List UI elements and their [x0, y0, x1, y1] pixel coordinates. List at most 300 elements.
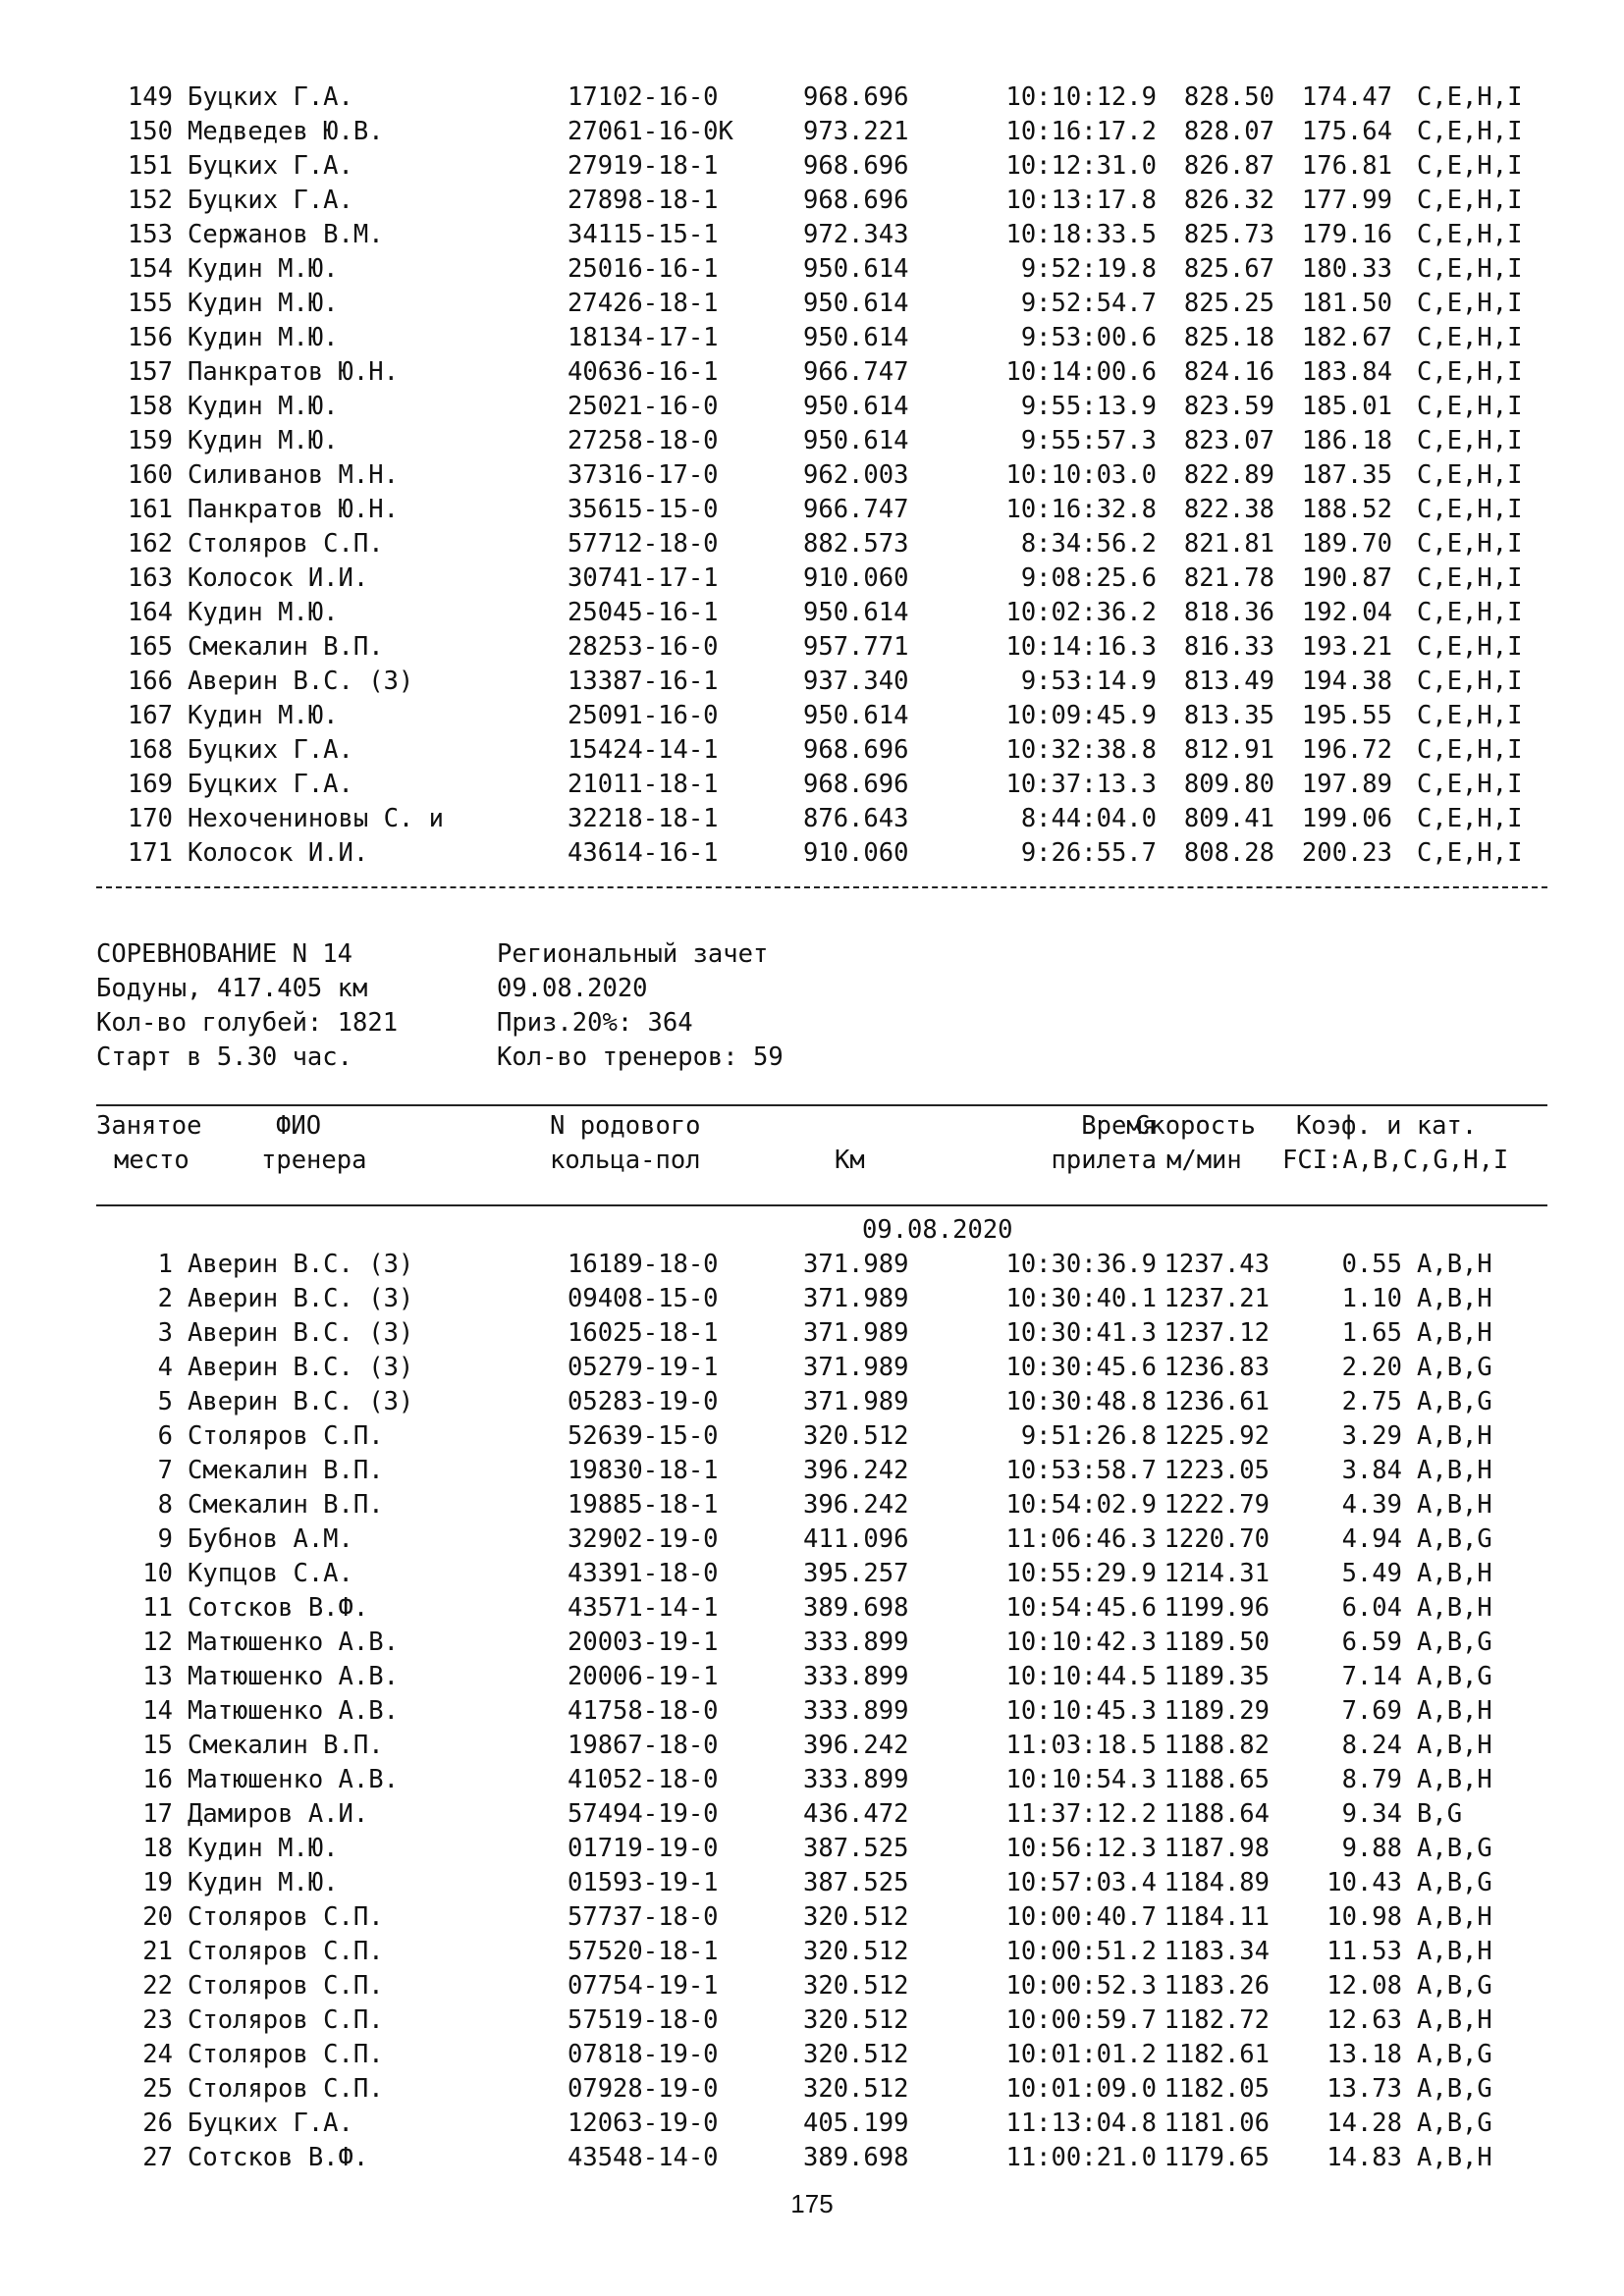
distance-cell: 972.343 — [803, 220, 909, 249]
category-cell: C,E,H,I — [1417, 598, 1523, 627]
trainer-cell: Столяров С.П. — [188, 529, 384, 559]
place-cell: 157 — [127, 357, 173, 387]
ring-cell: 34115-15-1 — [568, 220, 719, 249]
trainer-cell: Буцких Г.А. — [188, 151, 353, 181]
header-ring-2: кольца-пол — [550, 1146, 701, 1175]
ring-cell: 19867-18-0 — [568, 1731, 719, 1760]
ring-cell: 19830-18-1 — [568, 1456, 719, 1485]
ring-cell: 07754-19-1 — [568, 1971, 719, 2001]
coef-cell: 14.83 — [1326, 2143, 1402, 2172]
arrival-time-cell: 10:10:12.9 — [1005, 82, 1157, 112]
distance-cell: 950.614 — [803, 426, 909, 455]
category-cell: C,E,H,I — [1417, 82, 1523, 112]
trainer-cell: Нехочениновы С. и — [188, 804, 444, 833]
coef-cell: 193.21 — [1301, 632, 1392, 662]
speed-cell: 1182.72 — [1164, 2005, 1270, 2035]
speed-cell: 1182.05 — [1164, 2074, 1270, 2104]
ring-cell: 27426-18-1 — [568, 289, 719, 318]
coef-cell: 9.34 — [1341, 1799, 1402, 1829]
coef-cell: 196.72 — [1301, 735, 1392, 765]
ring-cell: 35615-15-0 — [568, 495, 719, 524]
category-cell: C,E,H,I — [1417, 667, 1523, 696]
place-cell: 14 — [142, 1696, 173, 1726]
coef-cell: 179.16 — [1301, 220, 1392, 249]
place-cell: 25 — [142, 2074, 173, 2104]
trainer-cell: Матюшенко А.В. — [188, 1662, 399, 1691]
trainer-cell: Кудин М.Ю. — [188, 392, 339, 421]
trainer-cell: Силиванов М.Н. — [188, 460, 399, 490]
speed-cell: 1184.89 — [1164, 1868, 1270, 1897]
category-cell: A,B,G — [1417, 2040, 1492, 2069]
place-cell: 19 — [142, 1868, 173, 1897]
coef-cell: 182.67 — [1301, 323, 1392, 352]
speed-cell: 1189.29 — [1164, 1696, 1270, 1726]
category-cell: A,B,H — [1417, 1937, 1492, 1966]
arrival-time-cell: 9:26:55.7 — [1020, 838, 1157, 868]
pigeon-count: Кол-во голубей: 1821 — [96, 1008, 399, 1038]
arrival-time-cell: 11:03:18.5 — [1005, 1731, 1157, 1760]
speed-cell: 821.81 — [1183, 529, 1274, 559]
release-point: Бодуны, 417.405 км — [96, 974, 368, 1003]
speed-cell: 1179.65 — [1164, 2143, 1270, 2172]
coef-cell: 12.63 — [1326, 2005, 1402, 2035]
speed-cell: 825.73 — [1183, 220, 1274, 249]
ring-cell: 32218-18-1 — [568, 804, 719, 833]
arrival-time-cell: 10:53:58.7 — [1005, 1456, 1157, 1485]
header-line-2 — [96, 1144, 1509, 1178]
arrival-time-cell: 9:55:57.3 — [1020, 426, 1157, 455]
ring-cell: 43548-14-0 — [568, 2143, 719, 2172]
distance-cell: 371.989 — [803, 1284, 909, 1313]
distance-cell: 333.899 — [803, 1765, 909, 1794]
arrival-time-cell: 10:09:45.9 — [1005, 701, 1157, 730]
trainer-cell: Бубнов А.М. — [188, 1524, 353, 1554]
distance-cell: 968.696 — [803, 770, 909, 799]
trainer-cell: Сотсков В.Ф. — [188, 2143, 369, 2172]
category-cell: C,E,H,I — [1417, 632, 1523, 662]
header-place-2: место — [114, 1146, 189, 1175]
coef-cell: 192.04 — [1301, 598, 1392, 627]
ring-cell: 07818-19-0 — [568, 2040, 719, 2069]
coef-cell: 185.01 — [1301, 392, 1392, 421]
distance-cell: 396.242 — [803, 1456, 909, 1485]
speed-cell: 824.16 — [1183, 357, 1274, 387]
header-speed-2: м/мин — [1166, 1146, 1242, 1175]
ring-cell: 43571-14-1 — [568, 1593, 719, 1623]
category-cell: A,B,H — [1417, 1318, 1492, 1348]
arrival-time-cell: 9:52:19.8 — [1020, 254, 1157, 284]
trainer-cell: Столяров С.П. — [188, 1971, 384, 2001]
distance-cell: 320.512 — [803, 2005, 909, 2035]
speed-cell: 1237.43 — [1164, 1250, 1270, 1279]
trainer-cell: Дамиров А.И. — [188, 1799, 369, 1829]
category-cell: A,B,G — [1417, 2109, 1492, 2138]
arrival-time-cell: 10:01:09.0 — [1005, 2074, 1157, 2104]
ring-cell: 12063-19-0 — [568, 2109, 719, 2138]
speed-cell: 1189.50 — [1164, 1628, 1270, 1657]
competition-scope: Региональный зачет — [497, 939, 769, 969]
ring-cell: 43391-18-0 — [568, 1559, 719, 1588]
place-cell: 7 — [157, 1456, 173, 1485]
header-ring: N родового — [550, 1111, 701, 1141]
category-cell: A,B,G — [1417, 1628, 1492, 1657]
speed-cell: 1183.34 — [1164, 1937, 1270, 1966]
category-cell: A,B,H — [1417, 1593, 1492, 1623]
trainer-cell: Буцких Г.А. — [188, 2109, 353, 2138]
speed-cell: 809.41 — [1183, 804, 1274, 833]
place-cell: 163 — [127, 563, 173, 593]
place-cell: 155 — [127, 289, 173, 318]
speed-cell: 822.89 — [1183, 460, 1274, 490]
trainer-cell: Кудин М.Ю. — [188, 701, 339, 730]
category-cell: C,E,H,I — [1417, 323, 1523, 352]
speed-cell: 1236.61 — [1164, 1387, 1270, 1416]
category-cell: A,B,G — [1417, 1524, 1492, 1554]
coef-cell: 2.75 — [1341, 1387, 1402, 1416]
distance-cell: 387.525 — [803, 1868, 909, 1897]
coef-cell: 2.20 — [1341, 1353, 1402, 1382]
header-km: Км — [835, 1146, 865, 1175]
coef-cell: 180.33 — [1301, 254, 1392, 284]
arrival-time-cell: 9:53:14.9 — [1020, 667, 1157, 696]
arrival-time-cell: 10:55:29.9 — [1005, 1559, 1157, 1588]
arrival-time-cell: 10:00:51.2 — [1005, 1937, 1157, 1966]
header-speed: Скорость — [1135, 1111, 1256, 1141]
distance-cell: 395.257 — [803, 1559, 909, 1588]
ring-cell: 30741-17-1 — [568, 563, 719, 593]
speed-cell: 1183.26 — [1164, 1971, 1270, 2001]
coef-cell: 6.04 — [1341, 1593, 1402, 1623]
trainer-cell: Матюшенко А.В. — [188, 1628, 399, 1657]
ring-cell: 37316-17-0 — [568, 460, 719, 490]
ring-cell: 25091-16-0 — [568, 701, 719, 730]
coef-cell: 177.99 — [1301, 186, 1392, 215]
ring-cell: 57520-18-1 — [568, 1937, 719, 1966]
trainer-cell: Буцких Г.А. — [188, 186, 353, 215]
arrival-time-cell: 9:55:13.9 — [1020, 392, 1157, 421]
prize-count: Приз.20%: 364 — [497, 1008, 693, 1038]
speed-cell: 825.25 — [1183, 289, 1274, 318]
coef-cell: 5.49 — [1341, 1559, 1402, 1588]
place-cell: 20 — [142, 1902, 173, 1932]
speed-cell: 809.80 — [1183, 770, 1274, 799]
place-cell: 15 — [142, 1731, 173, 1760]
place-cell: 22 — [142, 1971, 173, 2001]
competition-line-4 — [96, 1041, 784, 1075]
trainer-cell: Столяров С.П. — [188, 2074, 384, 2104]
dashed-separator — [96, 886, 1547, 888]
trainer-cell: Колосок И.И. — [188, 563, 369, 593]
distance-cell: 968.696 — [803, 82, 909, 112]
place-cell: 3 — [157, 1318, 173, 1348]
trainer-cell: Столяров С.П. — [188, 2005, 384, 2035]
ring-cell: 27919-18-1 — [568, 151, 719, 181]
speed-cell: 1225.92 — [1164, 1421, 1270, 1451]
header-time-2: прилета — [1051, 1146, 1157, 1175]
distance-cell: 371.989 — [803, 1387, 909, 1416]
distance-cell: 320.512 — [803, 1971, 909, 2001]
trainer-cell: Смекалин В.П. — [188, 632, 384, 662]
category-cell: A,B,H — [1417, 2005, 1492, 2035]
ring-cell: 09408-15-0 — [568, 1284, 719, 1313]
header-coef: Коэф. и кат. — [1296, 1111, 1478, 1141]
distance-cell: 968.696 — [803, 735, 909, 765]
trainer-cell: Столяров С.П. — [188, 1421, 384, 1451]
distance-cell: 320.512 — [803, 1421, 909, 1451]
arrival-time-cell: 10:54:45.6 — [1005, 1593, 1157, 1623]
coef-cell: 200.23 — [1301, 838, 1392, 868]
ring-cell: 16025-18-1 — [568, 1318, 719, 1348]
coef-cell: 7.14 — [1341, 1662, 1402, 1691]
speed-cell: 826.32 — [1183, 186, 1274, 215]
coef-cell: 8.24 — [1341, 1731, 1402, 1760]
coef-cell: 7.69 — [1341, 1696, 1402, 1726]
category-cell: A,B,H — [1417, 1696, 1492, 1726]
place-cell: 9 — [157, 1524, 173, 1554]
speed-cell: 1182.61 — [1164, 2040, 1270, 2069]
place-cell: 16 — [142, 1765, 173, 1794]
place-cell: 5 — [157, 1387, 173, 1416]
place-cell: 165 — [127, 632, 173, 662]
coef-cell: 176.81 — [1301, 151, 1392, 181]
category-cell: A,B,G — [1417, 1387, 1492, 1416]
speed-cell: 813.35 — [1183, 701, 1274, 730]
ring-cell: 57494-19-0 — [568, 1799, 719, 1829]
speed-cell: 1189.35 — [1164, 1662, 1270, 1691]
distance-cell: 957.771 — [803, 632, 909, 662]
arrival-time-cell: 10:14:16.3 — [1005, 632, 1157, 662]
place-cell: 160 — [127, 460, 173, 490]
category-cell: A,B,H — [1417, 1731, 1492, 1760]
distance-cell: 333.899 — [803, 1662, 909, 1691]
coef-cell: 1.10 — [1341, 1284, 1402, 1313]
ring-cell: 57737-18-0 — [568, 1902, 719, 1932]
category-cell: C,E,H,I — [1417, 701, 1523, 730]
trainer-cell: Матюшенко А.В. — [188, 1765, 399, 1794]
distance-cell: 950.614 — [803, 254, 909, 284]
speed-cell: 1181.06 — [1164, 2109, 1270, 2138]
arrival-time-cell: 10:13:17.8 — [1005, 186, 1157, 215]
coef-cell: 194.38 — [1301, 667, 1392, 696]
header-place: Занятое — [96, 1111, 202, 1141]
ring-cell: 01719-19-0 — [568, 1834, 719, 1863]
speed-cell: 813.49 — [1183, 667, 1274, 696]
coef-cell: 3.29 — [1341, 1421, 1402, 1451]
speed-cell: 1184.11 — [1164, 1902, 1270, 1932]
distance-cell: 320.512 — [803, 2040, 909, 2069]
category-cell: A,B,H — [1417, 1421, 1492, 1451]
category-cell: C,E,H,I — [1417, 426, 1523, 455]
distance-cell: 389.698 — [803, 1593, 909, 1623]
place-cell: 27 — [142, 2143, 173, 2172]
coef-cell: 4.94 — [1341, 1524, 1402, 1554]
trainer-cell: Матюшенко А.В. — [188, 1696, 399, 1726]
speed-cell: 823.59 — [1183, 392, 1274, 421]
header-time: Время — [1081, 1111, 1157, 1141]
start-time: Старт в 5.30 час. — [96, 1042, 352, 1072]
coef-cell: 189.70 — [1301, 529, 1392, 559]
place-cell: 156 — [127, 323, 173, 352]
place-cell: 23 — [142, 2005, 173, 2035]
ring-cell: 21011-18-1 — [568, 770, 719, 799]
coef-cell: 183.84 — [1301, 357, 1392, 387]
category-cell: C,E,H,I — [1417, 151, 1523, 181]
place-cell: 171 — [127, 838, 173, 868]
place-cell: 12 — [142, 1628, 173, 1657]
competition-line-1 — [96, 937, 769, 972]
category-cell: C,E,H,I — [1417, 529, 1523, 559]
competition-number: СОРЕВНОВАНИЕ N 14 — [96, 939, 352, 969]
ring-cell: 07928-19-0 — [568, 2074, 719, 2104]
coef-cell: 4.39 — [1341, 1490, 1402, 1520]
trainer-cell: Кудин М.Ю. — [188, 289, 339, 318]
ring-cell: 20003-19-1 — [568, 1628, 719, 1657]
coef-cell: 12.08 — [1326, 1971, 1402, 2001]
distance-cell: 320.512 — [803, 2074, 909, 2104]
arrival-time-cell: 10:10:42.3 — [1005, 1628, 1157, 1657]
ring-cell: 27898-18-1 — [568, 186, 719, 215]
coef-cell: 11.53 — [1326, 1937, 1402, 1966]
trainer-cell: Кудин М.Ю. — [188, 426, 339, 455]
category-cell: C,E,H,I — [1417, 804, 1523, 833]
category-cell: A,B,G — [1417, 2074, 1492, 2104]
coef-cell: 195.55 — [1301, 701, 1392, 730]
arrival-time-cell: 9:52:54.7 — [1020, 289, 1157, 318]
category-cell: A,B,H — [1417, 1902, 1492, 1932]
place-cell: 154 — [127, 254, 173, 284]
category-cell: A,B,H — [1417, 1456, 1492, 1485]
ring-cell: 20006-19-1 — [568, 1662, 719, 1691]
arrival-time-cell: 10:10:54.3 — [1005, 1765, 1157, 1794]
arrival-time-cell: 10:00:40.7 — [1005, 1902, 1157, 1932]
place-cell: 167 — [127, 701, 173, 730]
coef-cell: 175.64 — [1301, 117, 1392, 146]
arrival-time-cell: 10:14:00.6 — [1005, 357, 1157, 387]
distance-cell: 950.614 — [803, 392, 909, 421]
category-cell: C,E,H,I — [1417, 117, 1523, 146]
arrival-time-cell: 11:37:12.2 — [1005, 1799, 1157, 1829]
trainer-cell: Кудин М.Ю. — [188, 598, 339, 627]
date-label: 09.08.2020 — [862, 1215, 1013, 1245]
place-cell: 17 — [142, 1799, 173, 1829]
place-cell: 151 — [127, 151, 173, 181]
coef-cell: 190.87 — [1301, 563, 1392, 593]
category-cell: C,E,H,I — [1417, 220, 1523, 249]
ring-cell: 15424-14-1 — [568, 735, 719, 765]
ring-cell: 57519-18-0 — [568, 2005, 719, 2035]
distance-cell: 387.525 — [803, 1834, 909, 1863]
arrival-time-cell: 10:01:01.2 — [1005, 2040, 1157, 2069]
arrival-time-cell: 10:00:59.7 — [1005, 2005, 1157, 2035]
trainer-cell: Столяров С.П. — [188, 2040, 384, 2069]
speed-cell: 1188.65 — [1164, 1765, 1270, 1794]
trainer-count: Кол-во тренеров: 59 — [497, 1042, 784, 1072]
coef-cell: 13.73 — [1326, 2074, 1402, 2104]
arrival-time-cell: 10:16:32.8 — [1005, 495, 1157, 524]
arrival-time-cell: 10:30:40.1 — [1005, 1284, 1157, 1313]
category-cell: A,B,H — [1417, 1765, 1492, 1794]
place-cell: 6 — [157, 1421, 173, 1451]
category-cell: C,E,H,I — [1417, 838, 1523, 868]
competition-date: 09.08.2020 — [497, 974, 648, 1003]
speed-cell: 808.28 — [1183, 838, 1274, 868]
ring-cell: 25016-16-1 — [568, 254, 719, 284]
distance-cell: 436.472 — [803, 1799, 909, 1829]
trainer-cell: Столяров С.П. — [188, 1937, 384, 1966]
arrival-time-cell: 10:54:02.9 — [1005, 1490, 1157, 1520]
date-line — [96, 1213, 1013, 1248]
distance-cell: 396.242 — [803, 1731, 909, 1760]
speed-cell: 1222.79 — [1164, 1490, 1270, 1520]
arrival-time-cell: 11:13:04.8 — [1005, 2109, 1157, 2138]
speed-cell: 1237.21 — [1164, 1284, 1270, 1313]
coef-cell: 197.89 — [1301, 770, 1392, 799]
category-cell: A,B,G — [1417, 1971, 1492, 2001]
arrival-time-cell: 10:32:38.8 — [1005, 735, 1157, 765]
place-cell: 162 — [127, 529, 173, 559]
distance-cell: 371.989 — [803, 1353, 909, 1382]
speed-cell: 1188.82 — [1164, 1731, 1270, 1760]
distance-cell: 396.242 — [803, 1490, 909, 1520]
arrival-time-cell: 10:00:52.3 — [1005, 1971, 1157, 2001]
speed-cell: 826.87 — [1183, 151, 1274, 181]
speed-cell: 821.78 — [1183, 563, 1274, 593]
speed-cell: 825.67 — [1183, 254, 1274, 284]
category-cell: C,E,H,I — [1417, 392, 1523, 421]
place-cell: 13 — [142, 1662, 173, 1691]
arrival-time-cell: 11:00:21.0 — [1005, 2143, 1157, 2172]
ring-cell: 25045-16-1 — [568, 598, 719, 627]
distance-cell: 411.096 — [803, 1524, 909, 1554]
distance-cell: 405.199 — [803, 2109, 909, 2138]
header-line-1 — [96, 1109, 1478, 1144]
distance-cell: 973.221 — [803, 117, 909, 146]
distance-cell: 968.696 — [803, 151, 909, 181]
trainer-cell: Панкратов Ю.Н. — [188, 495, 399, 524]
ring-cell: 41758-18-0 — [568, 1696, 719, 1726]
speed-cell: 1223.05 — [1164, 1456, 1270, 1485]
coef-cell: 3.84 — [1341, 1456, 1402, 1485]
place-cell: 166 — [127, 667, 173, 696]
category-cell: C,E,H,I — [1417, 770, 1523, 799]
arrival-time-cell: 9:53:00.6 — [1020, 323, 1157, 352]
arrival-time-cell: 10:18:33.5 — [1005, 220, 1157, 249]
trainer-cell: Аверин В.С. (З) — [188, 667, 414, 696]
trainer-cell: Колосок И.И. — [188, 838, 369, 868]
trainer-cell: Панкратов Ю.Н. — [188, 357, 399, 387]
ring-cell: 16189-18-0 — [568, 1250, 719, 1279]
place-cell: 2 — [157, 1284, 173, 1313]
trainer-cell: Аверин В.С. (З) — [188, 1250, 414, 1279]
distance-cell: 320.512 — [803, 1902, 909, 1932]
arrival-time-cell: 10:12:31.0 — [1005, 151, 1157, 181]
ring-cell: 28253-16-0 — [568, 632, 719, 662]
arrival-time-cell: 10:16:17.2 — [1005, 117, 1157, 146]
category-cell: A,B,H — [1417, 2143, 1492, 2172]
speed-cell: 1236.83 — [1164, 1353, 1270, 1382]
ring-cell: 52639-15-0 — [568, 1421, 719, 1451]
trainer-cell: Буцких Г.А. — [188, 770, 353, 799]
ring-cell: 43614-16-1 — [568, 838, 719, 868]
distance-cell: 910.060 — [803, 563, 909, 593]
place-cell: 164 — [127, 598, 173, 627]
speed-cell: 825.18 — [1183, 323, 1274, 352]
header-coef-2: FCI:A,B,C,G,H,I — [1282, 1146, 1509, 1175]
trainer-cell: Кудин М.Ю. — [188, 1868, 339, 1897]
arrival-time-cell: 10:10:45.3 — [1005, 1696, 1157, 1726]
competition-line-2 — [96, 972, 648, 1006]
place-cell: 168 — [127, 735, 173, 765]
